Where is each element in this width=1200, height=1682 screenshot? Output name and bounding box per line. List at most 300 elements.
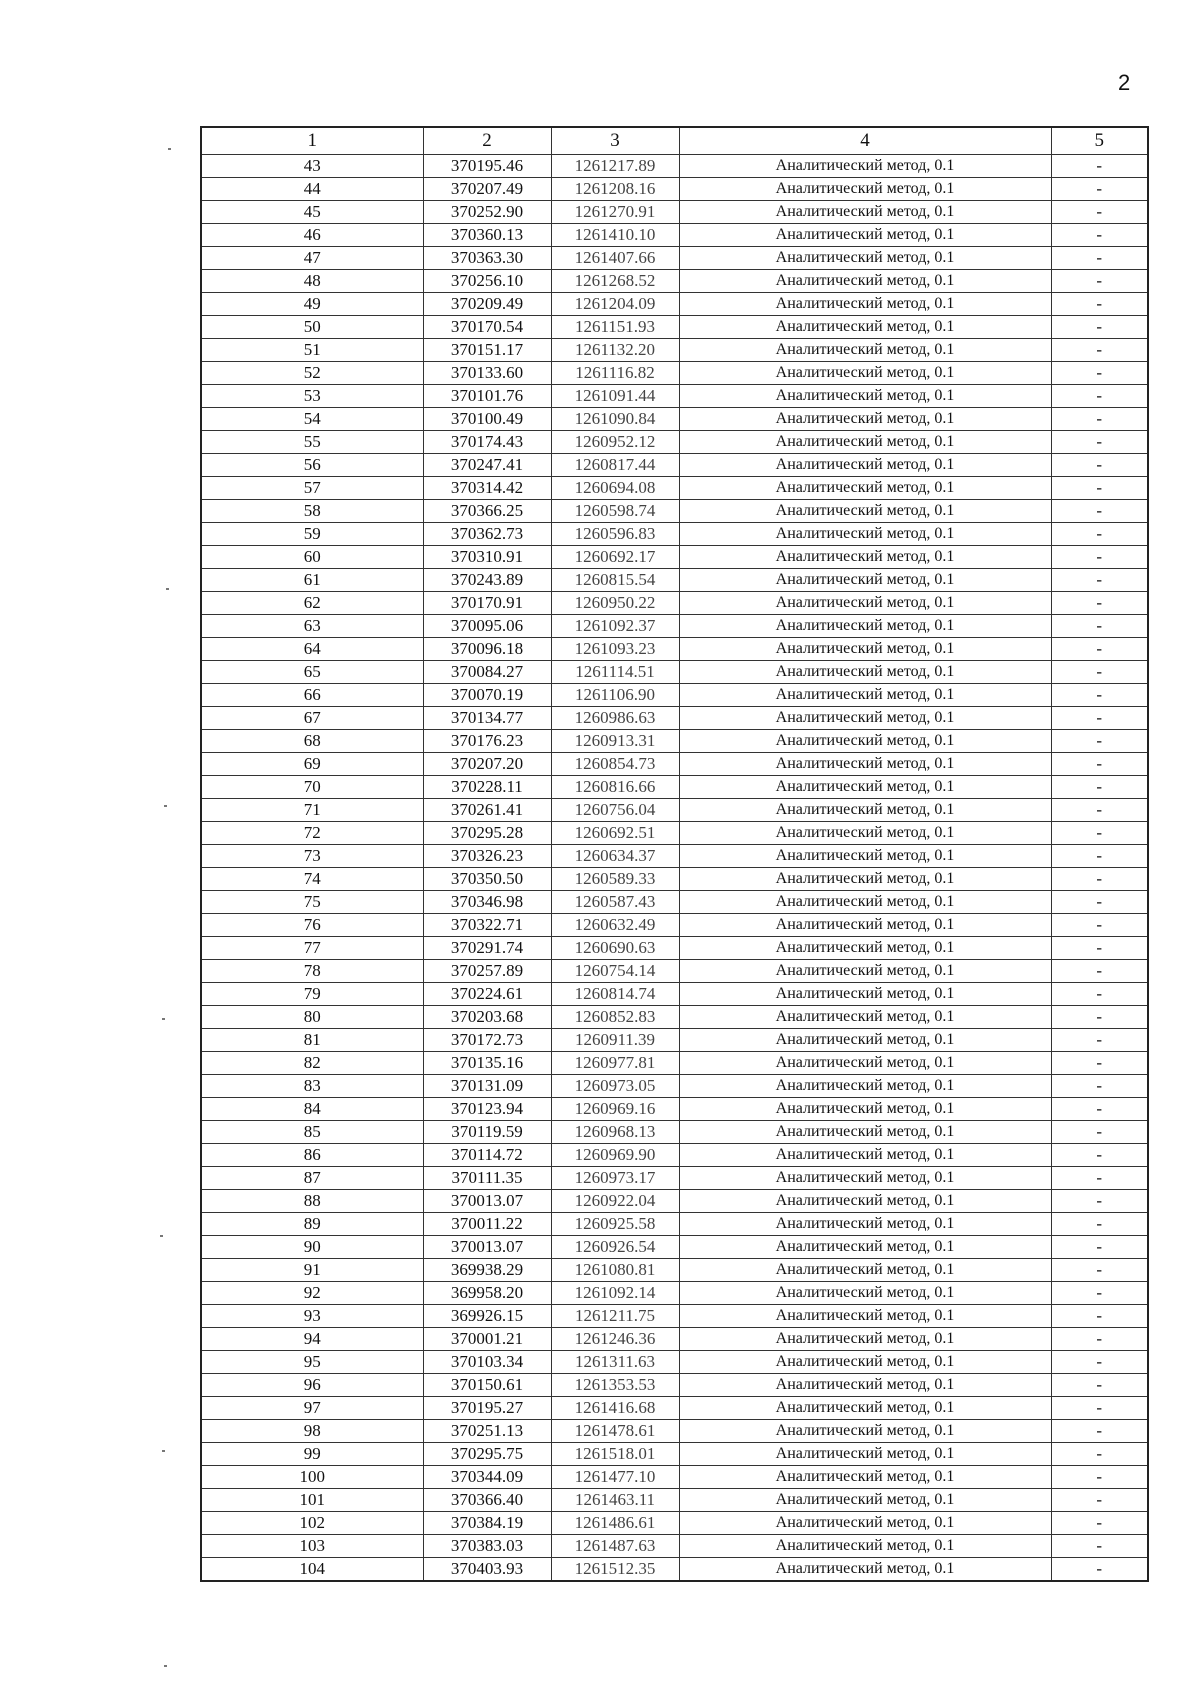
table-row bbox=[201, 1259, 1148, 1282]
x-coordinate: 370095.06 bbox=[423, 615, 551, 638]
method-accuracy: Аналитический метод, 0.1 bbox=[679, 454, 1051, 477]
note: - bbox=[1051, 868, 1148, 891]
point-number: 69 bbox=[201, 753, 423, 776]
table-row bbox=[201, 1190, 1148, 1213]
x-coordinate: 370366.40 bbox=[423, 1489, 551, 1512]
x-coordinate: 370243.89 bbox=[423, 569, 551, 592]
note: - bbox=[1051, 1305, 1148, 1328]
table-row bbox=[201, 661, 1148, 684]
table-header bbox=[201, 127, 1148, 155]
y-coordinate: 1261208.16 bbox=[551, 178, 679, 201]
y-coordinate: 1260692.17 bbox=[551, 546, 679, 569]
scan-speck bbox=[164, 1665, 167, 1667]
method-accuracy: Аналитический метод, 0.1 bbox=[679, 937, 1051, 960]
point-number: 83 bbox=[201, 1075, 423, 1098]
table-row bbox=[201, 569, 1148, 592]
table-row bbox=[201, 1029, 1148, 1052]
table-row bbox=[201, 500, 1148, 523]
table-row bbox=[201, 592, 1148, 615]
method-accuracy: Аналитический метод, 0.1 bbox=[679, 178, 1051, 201]
method-accuracy: Аналитический метод, 0.1 bbox=[679, 753, 1051, 776]
point-number: 70 bbox=[201, 776, 423, 799]
point-number: 97 bbox=[201, 1397, 423, 1420]
x-coordinate: 370172.73 bbox=[423, 1029, 551, 1052]
point-number: 80 bbox=[201, 1006, 423, 1029]
method-accuracy: Аналитический метод, 0.1 bbox=[679, 684, 1051, 707]
y-coordinate: 1261410.10 bbox=[551, 224, 679, 247]
point-number: 58 bbox=[201, 500, 423, 523]
method-accuracy: Аналитический метод, 0.1 bbox=[679, 592, 1051, 615]
point-number: 67 bbox=[201, 707, 423, 730]
y-coordinate: 1260986.63 bbox=[551, 707, 679, 730]
point-number: 103 bbox=[201, 1535, 423, 1558]
method-accuracy: Аналитический метод, 0.1 bbox=[679, 1443, 1051, 1466]
note: - bbox=[1051, 1098, 1148, 1121]
table-row bbox=[201, 799, 1148, 822]
table-row bbox=[201, 155, 1148, 178]
x-coordinate: 370114.72 bbox=[423, 1144, 551, 1167]
y-coordinate: 1261093.23 bbox=[551, 638, 679, 661]
table-row bbox=[201, 178, 1148, 201]
note: - bbox=[1051, 845, 1148, 868]
point-number: 46 bbox=[201, 224, 423, 247]
x-coordinate: 370363.30 bbox=[423, 247, 551, 270]
y-coordinate: 1260754.14 bbox=[551, 960, 679, 983]
header-col-2: 2 bbox=[423, 127, 551, 155]
note: - bbox=[1051, 960, 1148, 983]
note: - bbox=[1051, 799, 1148, 822]
method-accuracy: Аналитический метод, 0.1 bbox=[679, 1558, 1051, 1582]
x-coordinate: 370170.54 bbox=[423, 316, 551, 339]
point-number: 92 bbox=[201, 1282, 423, 1305]
table-row bbox=[201, 1489, 1148, 1512]
method-accuracy: Аналитический метод, 0.1 bbox=[679, 1190, 1051, 1213]
y-coordinate: 1260817.44 bbox=[551, 454, 679, 477]
note: - bbox=[1051, 1236, 1148, 1259]
note: - bbox=[1051, 1282, 1148, 1305]
note: - bbox=[1051, 362, 1148, 385]
point-number: 78 bbox=[201, 960, 423, 983]
method-accuracy: Аналитический метод, 0.1 bbox=[679, 546, 1051, 569]
method-accuracy: Аналитический метод, 0.1 bbox=[679, 155, 1051, 178]
point-number: 86 bbox=[201, 1144, 423, 1167]
point-number: 73 bbox=[201, 845, 423, 868]
header-row bbox=[201, 127, 1148, 155]
x-coordinate: 370362.73 bbox=[423, 523, 551, 546]
y-coordinate: 1261268.52 bbox=[551, 270, 679, 293]
method-accuracy: Аналитический метод, 0.1 bbox=[679, 960, 1051, 983]
x-coordinate: 370207.49 bbox=[423, 178, 551, 201]
table-row bbox=[201, 362, 1148, 385]
table-row bbox=[201, 1397, 1148, 1420]
x-coordinate: 370203.68 bbox=[423, 1006, 551, 1029]
point-number: 89 bbox=[201, 1213, 423, 1236]
note: - bbox=[1051, 546, 1148, 569]
table-row bbox=[201, 454, 1148, 477]
note: - bbox=[1051, 1443, 1148, 1466]
method-accuracy: Аналитический метод, 0.1 bbox=[679, 500, 1051, 523]
point-number: 62 bbox=[201, 592, 423, 615]
x-coordinate: 370133.60 bbox=[423, 362, 551, 385]
point-number: 102 bbox=[201, 1512, 423, 1535]
table-row bbox=[201, 1052, 1148, 1075]
point-number: 72 bbox=[201, 822, 423, 845]
method-accuracy: Аналитический метод, 0.1 bbox=[679, 569, 1051, 592]
note: - bbox=[1051, 592, 1148, 615]
point-number: 56 bbox=[201, 454, 423, 477]
table-row bbox=[201, 868, 1148, 891]
table-row bbox=[201, 247, 1148, 270]
note: - bbox=[1051, 1328, 1148, 1351]
method-accuracy: Аналитический метод, 0.1 bbox=[679, 1052, 1051, 1075]
x-coordinate: 369938.29 bbox=[423, 1259, 551, 1282]
y-coordinate: 1260756.04 bbox=[551, 799, 679, 822]
x-coordinate: 370170.91 bbox=[423, 592, 551, 615]
x-coordinate: 370247.41 bbox=[423, 454, 551, 477]
note: - bbox=[1051, 385, 1148, 408]
page-number: 2 bbox=[1118, 70, 1131, 95]
note: - bbox=[1051, 1075, 1148, 1098]
method-accuracy: Аналитический метод, 0.1 bbox=[679, 1029, 1051, 1052]
y-coordinate: 1261080.81 bbox=[551, 1259, 679, 1282]
point-number: 96 bbox=[201, 1374, 423, 1397]
x-coordinate: 370346.98 bbox=[423, 891, 551, 914]
point-number: 71 bbox=[201, 799, 423, 822]
method-accuracy: Аналитический метод, 0.1 bbox=[679, 1006, 1051, 1029]
method-accuracy: Аналитический метод, 0.1 bbox=[679, 1466, 1051, 1489]
note: - bbox=[1051, 1535, 1148, 1558]
x-coordinate: 370403.93 bbox=[423, 1558, 551, 1582]
note: - bbox=[1051, 1351, 1148, 1374]
point-number: 85 bbox=[201, 1121, 423, 1144]
point-number: 101 bbox=[201, 1489, 423, 1512]
note: - bbox=[1051, 339, 1148, 362]
x-coordinate: 370252.90 bbox=[423, 201, 551, 224]
y-coordinate: 1260596.83 bbox=[551, 523, 679, 546]
y-coordinate: 1260815.54 bbox=[551, 569, 679, 592]
point-number: 91 bbox=[201, 1259, 423, 1282]
point-number: 45 bbox=[201, 201, 423, 224]
table-row bbox=[201, 937, 1148, 960]
note: - bbox=[1051, 1259, 1148, 1282]
note: - bbox=[1051, 454, 1148, 477]
point-number: 82 bbox=[201, 1052, 423, 1075]
y-coordinate: 1261116.82 bbox=[551, 362, 679, 385]
point-number: 64 bbox=[201, 638, 423, 661]
note: - bbox=[1051, 937, 1148, 960]
point-number: 61 bbox=[201, 569, 423, 592]
x-coordinate: 370131.09 bbox=[423, 1075, 551, 1098]
scan-speck bbox=[160, 1235, 163, 1237]
x-coordinate: 369926.15 bbox=[423, 1305, 551, 1328]
y-coordinate: 1260913.31 bbox=[551, 730, 679, 753]
method-accuracy: Аналитический метод, 0.1 bbox=[679, 1535, 1051, 1558]
table-row bbox=[201, 707, 1148, 730]
note: - bbox=[1051, 1466, 1148, 1489]
y-coordinate: 1261353.53 bbox=[551, 1374, 679, 1397]
scan-speck bbox=[168, 148, 171, 150]
method-accuracy: Аналитический метод, 0.1 bbox=[679, 201, 1051, 224]
x-coordinate: 370360.13 bbox=[423, 224, 551, 247]
y-coordinate: 1260973.17 bbox=[551, 1167, 679, 1190]
note: - bbox=[1051, 500, 1148, 523]
header-col-3: 3 bbox=[551, 127, 679, 155]
x-coordinate: 370195.46 bbox=[423, 155, 551, 178]
y-coordinate: 1261518.01 bbox=[551, 1443, 679, 1466]
note: - bbox=[1051, 822, 1148, 845]
point-number: 76 bbox=[201, 914, 423, 937]
y-coordinate: 1260911.39 bbox=[551, 1029, 679, 1052]
method-accuracy: Аналитический метод, 0.1 bbox=[679, 1213, 1051, 1236]
table-row bbox=[201, 224, 1148, 247]
x-coordinate: 370207.20 bbox=[423, 753, 551, 776]
method-accuracy: Аналитический метод, 0.1 bbox=[679, 316, 1051, 339]
x-coordinate: 370111.35 bbox=[423, 1167, 551, 1190]
method-accuracy: Аналитический метод, 0.1 bbox=[679, 1397, 1051, 1420]
y-coordinate: 1261151.93 bbox=[551, 316, 679, 339]
header-col-1: 1 bbox=[201, 127, 423, 155]
method-accuracy: Аналитический метод, 0.1 bbox=[679, 615, 1051, 638]
x-coordinate: 370084.27 bbox=[423, 661, 551, 684]
point-number: 68 bbox=[201, 730, 423, 753]
point-number: 59 bbox=[201, 523, 423, 546]
method-accuracy: Аналитический метод, 0.1 bbox=[679, 339, 1051, 362]
method-accuracy: Аналитический метод, 0.1 bbox=[679, 1236, 1051, 1259]
note: - bbox=[1051, 1190, 1148, 1213]
y-coordinate: 1261246.36 bbox=[551, 1328, 679, 1351]
y-coordinate: 1261512.35 bbox=[551, 1558, 679, 1582]
x-coordinate: 370101.76 bbox=[423, 385, 551, 408]
x-coordinate: 370150.61 bbox=[423, 1374, 551, 1397]
note: - bbox=[1051, 707, 1148, 730]
y-coordinate: 1261114.51 bbox=[551, 661, 679, 684]
method-accuracy: Аналитический метод, 0.1 bbox=[679, 868, 1051, 891]
point-number: 94 bbox=[201, 1328, 423, 1351]
x-coordinate: 370119.59 bbox=[423, 1121, 551, 1144]
y-coordinate: 1260969.90 bbox=[551, 1144, 679, 1167]
note: - bbox=[1051, 1213, 1148, 1236]
y-coordinate: 1260816.66 bbox=[551, 776, 679, 799]
y-coordinate: 1261407.66 bbox=[551, 247, 679, 270]
point-number: 95 bbox=[201, 1351, 423, 1374]
x-coordinate: 370295.28 bbox=[423, 822, 551, 845]
method-accuracy: Аналитический метод, 0.1 bbox=[679, 1305, 1051, 1328]
table-row bbox=[201, 638, 1148, 661]
x-coordinate: 370123.94 bbox=[423, 1098, 551, 1121]
x-coordinate: 370011.22 bbox=[423, 1213, 551, 1236]
x-coordinate: 370310.91 bbox=[423, 546, 551, 569]
table-row bbox=[201, 408, 1148, 431]
point-number: 90 bbox=[201, 1236, 423, 1259]
note: - bbox=[1051, 1006, 1148, 1029]
y-coordinate: 1261478.61 bbox=[551, 1420, 679, 1443]
x-coordinate: 370295.75 bbox=[423, 1443, 551, 1466]
x-coordinate: 370134.77 bbox=[423, 707, 551, 730]
table-row bbox=[201, 1351, 1148, 1374]
y-coordinate: 1260587.43 bbox=[551, 891, 679, 914]
note: - bbox=[1051, 1052, 1148, 1075]
table-row bbox=[201, 1006, 1148, 1029]
table-row bbox=[201, 293, 1148, 316]
note: - bbox=[1051, 431, 1148, 454]
y-coordinate: 1261092.37 bbox=[551, 615, 679, 638]
method-accuracy: Аналитический метод, 0.1 bbox=[679, 914, 1051, 937]
x-coordinate: 370151.17 bbox=[423, 339, 551, 362]
table-row bbox=[201, 822, 1148, 845]
note: - bbox=[1051, 408, 1148, 431]
note: - bbox=[1051, 730, 1148, 753]
method-accuracy: Аналитический метод, 0.1 bbox=[679, 1282, 1051, 1305]
x-coordinate: 370251.13 bbox=[423, 1420, 551, 1443]
x-coordinate: 370256.10 bbox=[423, 270, 551, 293]
method-accuracy: Аналитический метод, 0.1 bbox=[679, 1328, 1051, 1351]
point-number: 55 bbox=[201, 431, 423, 454]
y-coordinate: 1260852.83 bbox=[551, 1006, 679, 1029]
method-accuracy: Аналитический метод, 0.1 bbox=[679, 362, 1051, 385]
note: - bbox=[1051, 1489, 1148, 1512]
point-number: 104 bbox=[201, 1558, 423, 1582]
note: - bbox=[1051, 1374, 1148, 1397]
point-number: 53 bbox=[201, 385, 423, 408]
x-coordinate: 370103.34 bbox=[423, 1351, 551, 1374]
y-coordinate: 1261090.84 bbox=[551, 408, 679, 431]
x-coordinate: 370176.23 bbox=[423, 730, 551, 753]
method-accuracy: Аналитический метод, 0.1 bbox=[679, 523, 1051, 546]
method-accuracy: Аналитический метод, 0.1 bbox=[679, 1374, 1051, 1397]
table-body bbox=[201, 155, 1148, 1582]
table-row bbox=[201, 1328, 1148, 1351]
y-coordinate: 1260969.16 bbox=[551, 1098, 679, 1121]
x-coordinate: 370013.07 bbox=[423, 1236, 551, 1259]
method-accuracy: Аналитический метод, 0.1 bbox=[679, 1121, 1051, 1144]
method-accuracy: Аналитический метод, 0.1 bbox=[679, 1167, 1051, 1190]
coordinates-table bbox=[200, 126, 1149, 1582]
table-row bbox=[201, 684, 1148, 707]
note: - bbox=[1051, 1420, 1148, 1443]
note: - bbox=[1051, 914, 1148, 937]
table-row bbox=[201, 615, 1148, 638]
method-accuracy: Аналитический метод, 0.1 bbox=[679, 1144, 1051, 1167]
table-row bbox=[201, 753, 1148, 776]
point-number: 66 bbox=[201, 684, 423, 707]
note: - bbox=[1051, 1167, 1148, 1190]
y-coordinate: 1260589.33 bbox=[551, 868, 679, 891]
note: - bbox=[1051, 684, 1148, 707]
note: - bbox=[1051, 776, 1148, 799]
table-row bbox=[201, 960, 1148, 983]
point-number: 75 bbox=[201, 891, 423, 914]
method-accuracy: Аналитический метод, 0.1 bbox=[679, 247, 1051, 270]
point-number: 44 bbox=[201, 178, 423, 201]
y-coordinate: 1261092.14 bbox=[551, 1282, 679, 1305]
point-number: 50 bbox=[201, 316, 423, 339]
x-coordinate: 370366.25 bbox=[423, 500, 551, 523]
method-accuracy: Аналитический метод, 0.1 bbox=[679, 293, 1051, 316]
table-row bbox=[201, 1167, 1148, 1190]
y-coordinate: 1260598.74 bbox=[551, 500, 679, 523]
x-coordinate: 370383.03 bbox=[423, 1535, 551, 1558]
table-row bbox=[201, 1512, 1148, 1535]
header-col-4: 4 bbox=[679, 127, 1051, 155]
method-accuracy: Аналитический метод, 0.1 bbox=[679, 730, 1051, 753]
method-accuracy: Аналитический метод, 0.1 bbox=[679, 1420, 1051, 1443]
method-accuracy: Аналитический метод, 0.1 bbox=[679, 477, 1051, 500]
table-row bbox=[201, 316, 1148, 339]
table-row bbox=[201, 730, 1148, 753]
note: - bbox=[1051, 155, 1148, 178]
y-coordinate: 1261217.89 bbox=[551, 155, 679, 178]
point-number: 98 bbox=[201, 1420, 423, 1443]
point-number: 79 bbox=[201, 983, 423, 1006]
x-coordinate: 370001.21 bbox=[423, 1328, 551, 1351]
table-row bbox=[201, 477, 1148, 500]
point-number: 43 bbox=[201, 155, 423, 178]
table-row bbox=[201, 845, 1148, 868]
scan-speck bbox=[164, 805, 167, 807]
method-accuracy: Аналитический метод, 0.1 bbox=[679, 1098, 1051, 1121]
table-row bbox=[201, 1075, 1148, 1098]
y-coordinate: 1261416.68 bbox=[551, 1397, 679, 1420]
method-accuracy: Аналитический метод, 0.1 bbox=[679, 983, 1051, 1006]
method-accuracy: Аналитический метод, 0.1 bbox=[679, 661, 1051, 684]
method-accuracy: Аналитический метод, 0.1 bbox=[679, 1075, 1051, 1098]
y-coordinate: 1260690.63 bbox=[551, 937, 679, 960]
y-coordinate: 1261132.20 bbox=[551, 339, 679, 362]
table-row bbox=[201, 776, 1148, 799]
method-accuracy: Аналитический метод, 0.1 bbox=[679, 385, 1051, 408]
y-coordinate: 1261487.63 bbox=[551, 1535, 679, 1558]
note: - bbox=[1051, 1121, 1148, 1144]
x-coordinate: 370174.43 bbox=[423, 431, 551, 454]
table-row bbox=[201, 1443, 1148, 1466]
y-coordinate: 1261463.11 bbox=[551, 1489, 679, 1512]
method-accuracy: Аналитический метод, 0.1 bbox=[679, 822, 1051, 845]
note: - bbox=[1051, 615, 1148, 638]
note: - bbox=[1051, 1512, 1148, 1535]
point-number: 63 bbox=[201, 615, 423, 638]
point-number: 74 bbox=[201, 868, 423, 891]
scan-speck bbox=[166, 588, 169, 590]
x-coordinate: 370209.49 bbox=[423, 293, 551, 316]
point-number: 84 bbox=[201, 1098, 423, 1121]
note: - bbox=[1051, 201, 1148, 224]
y-coordinate: 1261486.61 bbox=[551, 1512, 679, 1535]
table-row bbox=[201, 914, 1148, 937]
method-accuracy: Аналитический метод, 0.1 bbox=[679, 1489, 1051, 1512]
table-row bbox=[201, 891, 1148, 914]
x-coordinate: 370322.71 bbox=[423, 914, 551, 937]
y-coordinate: 1260968.13 bbox=[551, 1121, 679, 1144]
y-coordinate: 1260977.81 bbox=[551, 1052, 679, 1075]
y-coordinate: 1260922.04 bbox=[551, 1190, 679, 1213]
table-row bbox=[201, 523, 1148, 546]
point-number: 88 bbox=[201, 1190, 423, 1213]
x-coordinate: 370070.19 bbox=[423, 684, 551, 707]
y-coordinate: 1260632.49 bbox=[551, 914, 679, 937]
x-coordinate: 370100.49 bbox=[423, 408, 551, 431]
x-coordinate: 370344.09 bbox=[423, 1466, 551, 1489]
note: - bbox=[1051, 270, 1148, 293]
note: - bbox=[1051, 523, 1148, 546]
table-row bbox=[201, 1420, 1148, 1443]
y-coordinate: 1260973.05 bbox=[551, 1075, 679, 1098]
method-accuracy: Аналитический метод, 0.1 bbox=[679, 891, 1051, 914]
point-number: 100 bbox=[201, 1466, 423, 1489]
x-coordinate: 370384.19 bbox=[423, 1512, 551, 1535]
x-coordinate: 370257.89 bbox=[423, 960, 551, 983]
note: - bbox=[1051, 1029, 1148, 1052]
table-row bbox=[201, 1374, 1148, 1397]
